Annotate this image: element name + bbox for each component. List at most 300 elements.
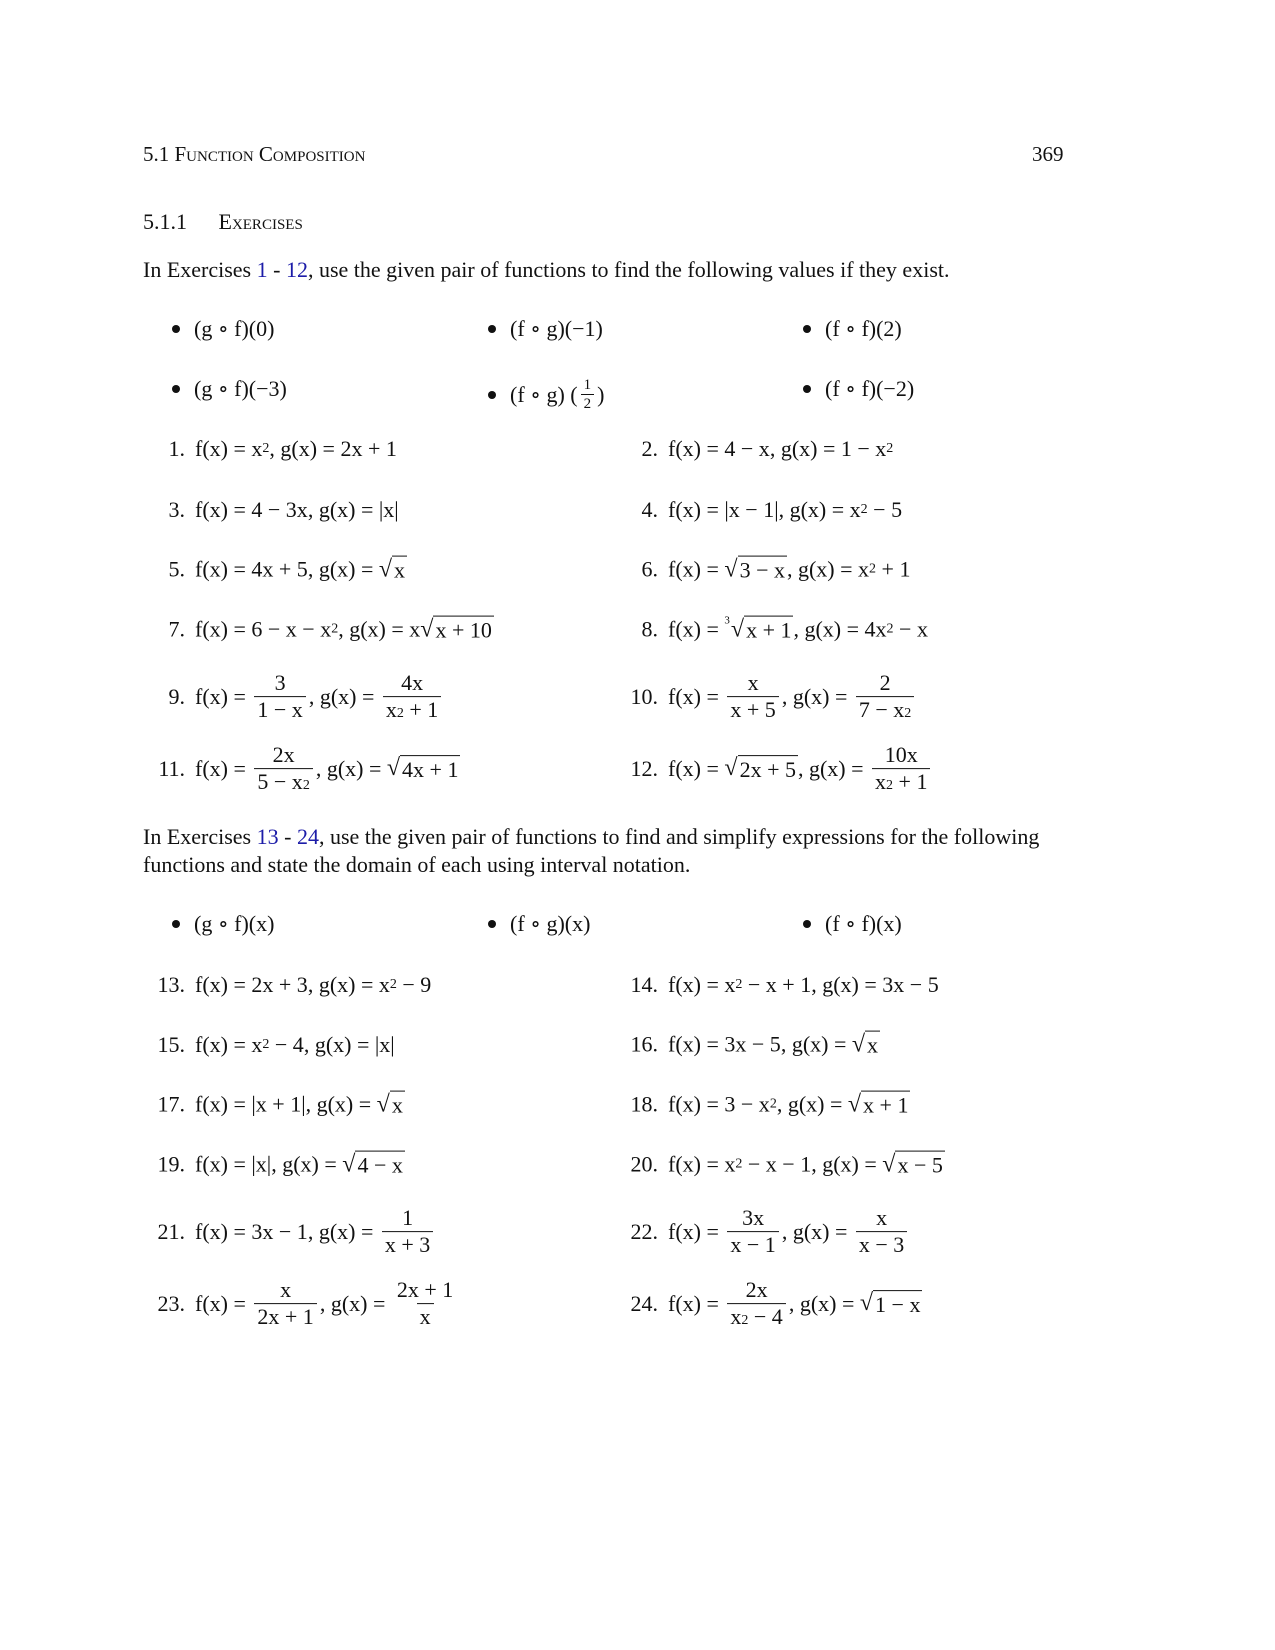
exponent: 2 bbox=[769, 1096, 777, 1112]
bullet-expression bbox=[194, 316, 274, 342]
bullet-expression bbox=[825, 911, 902, 937]
denominator bbox=[581, 394, 595, 413]
numerator bbox=[877, 670, 894, 696]
math-text: − x bbox=[893, 616, 928, 642]
exercise-item bbox=[618, 1091, 910, 1120]
subsection-number: 5.1.1 bbox=[143, 209, 187, 234]
math-text: − x − 1 bbox=[742, 1151, 812, 1177]
g-prefix: , g(x) = bbox=[271, 1151, 343, 1177]
radical-sign-icon: √ bbox=[342, 1151, 356, 1178]
bullet-expression bbox=[194, 376, 287, 402]
exercise-number: 5. bbox=[168, 556, 185, 582]
math-text: 4x bbox=[401, 670, 424, 696]
exercise-expression bbox=[668, 1031, 880, 1060]
bullet-item bbox=[488, 376, 604, 413]
exponent: 2 bbox=[904, 706, 912, 722]
exercise-expression bbox=[195, 1151, 405, 1180]
exercise-number: 2. bbox=[641, 436, 658, 461]
denominator bbox=[872, 769, 930, 796]
bullet-item bbox=[803, 911, 902, 937]
exponent: 2 bbox=[735, 977, 743, 992]
f-prefix: f(x) = bbox=[668, 497, 725, 522]
f-prefix: f(x) = bbox=[668, 1151, 725, 1177]
math-text: (f ∘ g) ( bbox=[510, 381, 578, 407]
denominator bbox=[417, 1304, 434, 1331]
exercise-expression bbox=[668, 436, 893, 462]
exponent: 2 bbox=[886, 441, 894, 456]
exercise-item bbox=[618, 556, 910, 585]
exercise-link-24[interactable]: 24 bbox=[296, 824, 319, 849]
math-text: 4x + 5 bbox=[251, 556, 308, 582]
bullet-expression bbox=[510, 911, 590, 937]
exercise-item bbox=[618, 616, 928, 645]
intro-text: - bbox=[278, 824, 297, 849]
radical-sign-icon: √ bbox=[376, 1091, 390, 1118]
g-prefix: , g(x) = bbox=[308, 684, 380, 709]
math-text: x + 10 bbox=[435, 617, 492, 643]
radicand bbox=[895, 1151, 944, 1180]
math-text: |x| bbox=[378, 497, 399, 522]
math-text: + 1 bbox=[893, 769, 928, 795]
g-prefix: , g(x) = bbox=[338, 616, 410, 642]
math-text: (f ∘ g)(x) bbox=[510, 911, 591, 936]
math-text: 2x + 5 bbox=[739, 756, 796, 782]
math-text: 2x + 3 bbox=[251, 972, 308, 997]
math-text: x − 3 bbox=[858, 1232, 905, 1258]
math-text: 2 bbox=[879, 670, 891, 696]
exercise-item bbox=[618, 742, 933, 796]
math-text: x + 1 bbox=[746, 617, 792, 643]
g-prefix: , g(x) = bbox=[307, 556, 379, 582]
fraction bbox=[856, 670, 914, 724]
f-prefix: f(x) = bbox=[195, 1219, 252, 1244]
fraction bbox=[254, 670, 305, 724]
bullet-icon bbox=[488, 325, 496, 333]
exponent: 2 bbox=[869, 561, 877, 577]
math-text: x bbox=[858, 556, 870, 582]
radical bbox=[860, 1290, 923, 1319]
exercise-number: 14. bbox=[630, 972, 658, 997]
math-text: 10x bbox=[884, 742, 918, 768]
exercise-expression bbox=[668, 972, 939, 998]
exercise-expression bbox=[668, 556, 910, 585]
exercise-expression bbox=[668, 1151, 945, 1180]
exercise-expression bbox=[195, 616, 494, 645]
f-prefix: f(x) = bbox=[195, 1032, 252, 1057]
math-text: (f ∘ f)(−2) bbox=[825, 376, 915, 401]
exercise-expression bbox=[668, 670, 917, 724]
radicand bbox=[861, 1091, 910, 1120]
exercise-item bbox=[145, 1032, 395, 1058]
numerator bbox=[394, 1277, 456, 1303]
exercise-number: 15. bbox=[157, 1032, 185, 1057]
radical-sign-icon: √ bbox=[847, 1091, 862, 1118]
radical-sign-icon: √ bbox=[378, 556, 393, 583]
bullet-expression bbox=[825, 376, 914, 402]
math-text: (f ∘ g)(−1) bbox=[510, 316, 603, 341]
radical bbox=[420, 616, 494, 645]
math-text: |x| bbox=[374, 1032, 395, 1057]
bullet-item bbox=[488, 911, 590, 937]
exponent: 2 bbox=[396, 706, 404, 722]
numerator bbox=[270, 742, 298, 768]
math-text: 6 − x − x bbox=[251, 616, 332, 642]
g-prefix: , g(x) = bbox=[319, 1291, 391, 1316]
math-text: − 5 bbox=[867, 497, 903, 522]
math-text: 5 − x bbox=[257, 769, 303, 795]
exercise-number: 7. bbox=[168, 616, 185, 642]
g-prefix: , g(x) = bbox=[811, 972, 883, 997]
math-text: x bbox=[385, 697, 397, 723]
g-prefix: , g(x) = bbox=[786, 556, 859, 582]
radicand bbox=[865, 1031, 880, 1060]
math-text: − 9 bbox=[396, 972, 432, 997]
exercise-number: 16. bbox=[630, 1031, 658, 1057]
bullet-icon bbox=[172, 385, 180, 393]
exercise-expression bbox=[668, 1205, 910, 1259]
math-text: x − 5 bbox=[897, 1152, 943, 1178]
exercise-item bbox=[145, 436, 397, 462]
denominator bbox=[727, 1232, 778, 1259]
math-text: 4 − 3x bbox=[251, 497, 308, 522]
exponent: 2 bbox=[262, 441, 270, 456]
radicand bbox=[433, 616, 493, 645]
g-prefix: , g(x) = bbox=[315, 756, 387, 781]
root-index: 3 bbox=[724, 614, 730, 627]
f-prefix: f(x) = bbox=[195, 556, 252, 582]
math-text: 2 bbox=[583, 396, 592, 412]
numerator bbox=[399, 1205, 416, 1231]
denominator bbox=[254, 1304, 316, 1331]
fraction bbox=[382, 1205, 433, 1259]
radical bbox=[377, 1091, 405, 1120]
f-prefix: f(x) = bbox=[195, 1091, 252, 1117]
intro-text: - bbox=[267, 257, 286, 282]
exponent: 2 bbox=[262, 1037, 270, 1052]
exercise-number: 20. bbox=[630, 1151, 658, 1177]
g-prefix: , g(x) = bbox=[269, 436, 341, 461]
math-text: 2x + 1 bbox=[396, 1277, 454, 1303]
math-text: (g ∘ f)(0) bbox=[194, 316, 275, 341]
radical-sign-icon: √ bbox=[724, 755, 738, 782]
math-text: x bbox=[251, 436, 263, 461]
numerator bbox=[745, 670, 762, 696]
exercise-item bbox=[618, 1277, 922, 1331]
numerator bbox=[873, 1205, 890, 1231]
fraction bbox=[727, 1205, 778, 1259]
radicand bbox=[390, 1091, 405, 1120]
math-text: x bbox=[251, 1032, 263, 1057]
radical bbox=[379, 556, 407, 585]
running-header: 5.1 Function Composition bbox=[143, 142, 366, 166]
radical-sign-icon: √ bbox=[730, 616, 745, 643]
math-text: x bbox=[378, 972, 390, 997]
radicand bbox=[355, 1151, 404, 1180]
exercise-item bbox=[145, 497, 399, 523]
bullet-icon bbox=[803, 385, 811, 393]
math-text: 4x bbox=[864, 616, 887, 642]
exercise-item bbox=[618, 972, 939, 998]
math-text: 1 bbox=[583, 377, 592, 393]
exercise-item bbox=[145, 972, 431, 998]
math-text: x bbox=[876, 1205, 888, 1231]
math-text: ) bbox=[597, 381, 605, 407]
instructions-2 bbox=[143, 823, 1103, 879]
f-prefix: f(x) = bbox=[195, 756, 252, 781]
math-text: 4 − x bbox=[724, 436, 770, 461]
radical-sign-icon: √ bbox=[882, 1151, 896, 1178]
exercise-number: 3. bbox=[168, 497, 185, 522]
radical bbox=[724, 616, 793, 645]
f-prefix: f(x) = bbox=[668, 556, 725, 582]
numerator bbox=[743, 1277, 771, 1303]
math-text: − 4 bbox=[269, 1032, 304, 1057]
exercise-number: 17. bbox=[157, 1091, 185, 1117]
exercise-item bbox=[618, 1205, 910, 1259]
numerator bbox=[882, 742, 921, 768]
exponent: 2 bbox=[886, 621, 894, 637]
exercise-item bbox=[618, 497, 902, 523]
exercise-number: 12. bbox=[630, 756, 658, 781]
radical-sign-icon: √ bbox=[386, 755, 401, 782]
fraction bbox=[254, 1277, 316, 1331]
bullet-icon bbox=[172, 325, 180, 333]
radical-sign-icon: √ bbox=[851, 1031, 866, 1058]
math-text: (g ∘ f)(−3) bbox=[194, 376, 287, 401]
exercise-item bbox=[145, 1151, 405, 1180]
exercise-item bbox=[145, 670, 444, 724]
f-prefix: f(x) = bbox=[195, 684, 252, 709]
math-text: + 1 bbox=[403, 697, 439, 723]
f-prefix: f(x) = bbox=[668, 616, 725, 642]
exercise-link-13[interactable]: 13 bbox=[256, 824, 279, 849]
radicand bbox=[744, 616, 793, 645]
math-text: 1 bbox=[402, 1205, 414, 1231]
radical-sign-icon: √ bbox=[859, 1290, 874, 1317]
exercise-item bbox=[145, 742, 460, 796]
exercise-item bbox=[145, 556, 407, 585]
math-text: x bbox=[419, 1304, 431, 1330]
radicand bbox=[738, 755, 798, 784]
bullet-expression bbox=[825, 316, 902, 342]
exercise-number: 9. bbox=[168, 684, 185, 709]
math-text: 1 − x bbox=[257, 697, 303, 723]
bullet-expression bbox=[510, 376, 604, 413]
bullet-item bbox=[803, 376, 914, 402]
denominator bbox=[727, 697, 778, 724]
g-prefix: , g(x) = bbox=[780, 1031, 852, 1057]
math-text: 3x − 5 bbox=[882, 972, 939, 997]
math-text: + 1 bbox=[876, 556, 911, 582]
g-prefix: , g(x) = bbox=[788, 1291, 860, 1316]
bullet-icon bbox=[803, 325, 811, 333]
radical bbox=[882, 1151, 945, 1180]
exponent: 2 bbox=[302, 778, 310, 794]
radical bbox=[852, 1031, 880, 1060]
denominator bbox=[383, 697, 441, 724]
math-text: 2x bbox=[745, 1277, 768, 1303]
exercise-expression bbox=[195, 436, 397, 462]
numerator bbox=[581, 376, 595, 394]
f-prefix: f(x) = bbox=[195, 616, 252, 642]
exercise-number: 21. bbox=[157, 1219, 185, 1244]
math-text: x bbox=[724, 1151, 736, 1177]
math-text: − x + 1 bbox=[742, 972, 812, 997]
bullet-icon bbox=[803, 920, 811, 928]
exercise-number: 13. bbox=[157, 972, 185, 997]
f-prefix: f(x) = bbox=[668, 436, 725, 461]
math-text: x − 1 bbox=[730, 1232, 776, 1258]
exercise-expression bbox=[195, 742, 460, 796]
denominator bbox=[254, 769, 312, 796]
radical bbox=[724, 556, 787, 585]
f-prefix: f(x) = bbox=[668, 1291, 725, 1316]
denominator bbox=[254, 697, 305, 724]
exponent: 2 bbox=[331, 621, 339, 637]
g-prefix: , g(x) = bbox=[305, 1091, 377, 1117]
math-text: x bbox=[391, 1092, 403, 1118]
math-text: (f ∘ f)(x) bbox=[825, 911, 902, 936]
math-text: 1 − x bbox=[875, 1291, 921, 1317]
exercise-expression bbox=[668, 1091, 910, 1120]
exercise-number: 22. bbox=[630, 1219, 658, 1244]
exercise-expression bbox=[195, 1205, 436, 1259]
exercise-item bbox=[145, 1277, 459, 1331]
denominator bbox=[382, 1232, 433, 1259]
exercise-number: 8. bbox=[641, 616, 658, 642]
exercise-number: 19. bbox=[157, 1151, 185, 1177]
f-prefix: f(x) = bbox=[195, 1291, 252, 1316]
radical-sign-icon: √ bbox=[724, 556, 738, 583]
intro-text: In Exercises bbox=[143, 257, 257, 282]
g-prefix: , g(x) = bbox=[797, 756, 870, 781]
exercise-expression bbox=[195, 1091, 405, 1120]
exercise-link-1[interactable]: 1 bbox=[256, 257, 268, 282]
math-text: x bbox=[875, 769, 887, 795]
exercise-expression bbox=[195, 1277, 459, 1331]
math-text: x + 1 bbox=[863, 1092, 909, 1118]
radical-sign-icon: √ bbox=[420, 616, 434, 643]
exponent: 2 bbox=[389, 977, 397, 992]
fraction bbox=[872, 742, 930, 796]
math-text: x bbox=[849, 497, 861, 522]
numerator bbox=[739, 1205, 767, 1231]
exercise-expression bbox=[195, 497, 399, 523]
bullet-expression bbox=[510, 316, 603, 342]
g-prefix: , g(x) = bbox=[307, 972, 379, 997]
math-text: 1 − x bbox=[840, 436, 887, 461]
g-prefix: , g(x) = bbox=[769, 436, 841, 461]
exercise-number: 11. bbox=[158, 756, 185, 781]
exercise-expression bbox=[195, 972, 431, 998]
f-prefix: f(x) = bbox=[195, 497, 252, 522]
math-text: 7 − x bbox=[858, 697, 905, 723]
math-text: x bbox=[394, 557, 406, 583]
math-text: x bbox=[409, 616, 421, 642]
math-text: x + 5 bbox=[730, 697, 776, 723]
fraction bbox=[856, 1205, 907, 1259]
fraction bbox=[727, 670, 778, 724]
f-prefix: f(x) = bbox=[195, 1151, 252, 1177]
radicand bbox=[400, 755, 460, 784]
exercise-number: 4. bbox=[641, 497, 658, 522]
f-prefix: f(x) = bbox=[668, 1219, 725, 1244]
math-text: |x| bbox=[251, 1151, 272, 1177]
radical bbox=[848, 1091, 911, 1120]
fraction bbox=[254, 742, 312, 796]
bullet-item bbox=[172, 911, 274, 937]
bullet-icon bbox=[488, 391, 496, 399]
math-text: 2x + 1 bbox=[257, 1304, 314, 1330]
g-prefix: , g(x) = bbox=[776, 1091, 848, 1117]
radical bbox=[342, 1151, 405, 1180]
f-prefix: f(x) = bbox=[195, 436, 252, 461]
exponent: 2 bbox=[735, 1156, 743, 1172]
intro-text: In Exercises bbox=[143, 824, 257, 849]
exercise-expression bbox=[668, 1277, 922, 1331]
radicand bbox=[873, 1290, 922, 1319]
exercise-item bbox=[145, 1091, 405, 1120]
exponent: 2 bbox=[741, 1313, 749, 1329]
math-text: 3 bbox=[274, 670, 286, 696]
exercise-expression bbox=[668, 497, 902, 523]
exercise-item bbox=[145, 1205, 436, 1259]
exercise-expression bbox=[668, 616, 928, 645]
f-prefix: f(x) = bbox=[668, 1031, 725, 1057]
math-text: 3 − x bbox=[724, 1091, 770, 1117]
math-text: x bbox=[867, 1032, 879, 1058]
exercise-expression bbox=[195, 670, 444, 724]
fraction bbox=[581, 376, 595, 413]
exercise-expression bbox=[668, 742, 933, 796]
numerator bbox=[398, 670, 426, 696]
exercise-number: 1. bbox=[168, 436, 185, 461]
math-text: 4x + 1 bbox=[402, 756, 459, 782]
exercise-item bbox=[618, 436, 893, 462]
math-text: 3x − 1 bbox=[251, 1219, 308, 1244]
exercise-expression bbox=[195, 1032, 395, 1058]
exponent: 2 bbox=[860, 502, 868, 517]
g-prefix: , g(x) = bbox=[811, 1151, 883, 1177]
numerator bbox=[277, 1277, 294, 1303]
denominator bbox=[727, 1304, 785, 1331]
denominator bbox=[856, 697, 914, 724]
subsection-heading bbox=[143, 209, 303, 235]
bullet-icon bbox=[172, 920, 180, 928]
exercise-number: 24. bbox=[630, 1291, 658, 1316]
g-prefix: , g(x) = bbox=[778, 497, 850, 522]
math-text: x + 3 bbox=[384, 1232, 431, 1258]
bullet-expression bbox=[194, 911, 274, 937]
g-prefix: , g(x) = bbox=[781, 684, 853, 709]
math-text: 2x bbox=[272, 742, 295, 768]
fraction bbox=[727, 1277, 785, 1331]
math-text: 3x − 5 bbox=[724, 1031, 781, 1057]
bullet-item bbox=[488, 316, 603, 342]
radical bbox=[724, 755, 798, 784]
instructions-1 bbox=[143, 256, 1103, 284]
exercise-number: 18. bbox=[630, 1091, 658, 1117]
radicand bbox=[392, 556, 407, 585]
exercise-link-12[interactable]: 12 bbox=[285, 257, 308, 282]
exercise-item bbox=[618, 670, 917, 724]
math-text: x bbox=[747, 670, 759, 696]
math-text: |x + 1| bbox=[251, 1091, 306, 1117]
g-prefix: , g(x) = bbox=[307, 1219, 379, 1244]
f-prefix: f(x) = bbox=[195, 972, 252, 997]
bullet-item bbox=[803, 316, 902, 342]
exercise-expression bbox=[195, 556, 407, 585]
